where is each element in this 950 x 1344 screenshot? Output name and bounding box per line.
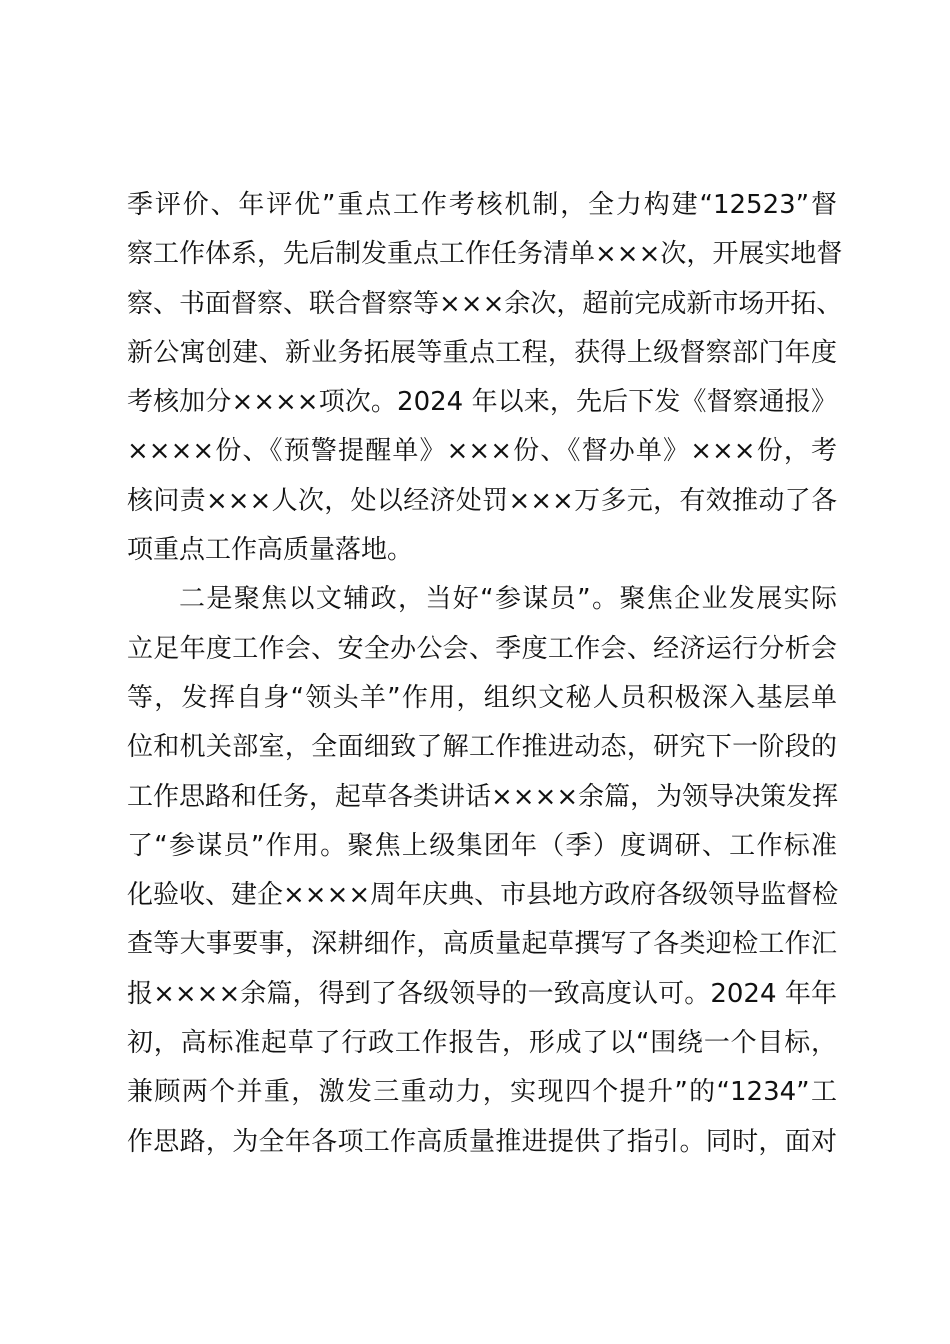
text-line: 察工作体系，先后制发重点工作任务清单×××次，开展实地督 [127,239,843,270]
text-line: 察、书面督察、联合督察等×××余次，超前完成新市场开拓、 [127,288,843,319]
text-line: 核问责×××人次，处以经济处罚×××万多元，有效推动了各 [127,485,837,516]
text-line: 考核加分××××项次。2024 年以来，先后下发《督察通报》 [127,387,837,418]
text-line: 了“参谋员”作用。聚焦上级集团年（季）度调研、工作标准 [127,830,837,861]
body-text [127,181,843,1167]
text-line: 新公寓创建、新业务拓展等重点工程，获得上级督察部门年度 [127,337,837,368]
text-line: 工作思路和任务，起草各类讲话××××余篇，为领导决策发挥 [127,781,839,812]
text-line: 兼顾两个并重，激发三重动力，实现四个提升”的“1234”工 [127,1077,837,1108]
text-line: 查等大事要事，深耕细作，高质量起草撰写了各类迎检工作汇 [127,929,837,960]
text-line: 化验收、建企××××周年庆典、市县地方政府各级领导监督检 [127,880,839,911]
text-line: 季评价、年评优”重点工作考核机制，全力构建“12523”督 [127,190,837,220]
text-line: 等，发挥自身“领头羊”作用，组织文秘人员积极深入基层单 [127,682,837,713]
text-line: 初，高标准起草了行政工作报告，形成了以“围绕一个目标， [127,1028,837,1059]
text-line: 位和机关部室，全面细致了解工作推进动态，研究下一阶段的 [127,732,837,763]
paragraph-start-line: 二是聚焦以文辅政，当好“参谋员”。聚焦企业发展实际 [179,584,837,615]
text-line: 报××××余篇，得到了各级领导的一致高度认可。2024 年年 [127,978,837,1009]
text-line: 项重点工作高质量落地。 [127,535,414,566]
text-line: 立足年度工作会、安全办公会、季度工作会、经济运行分析会 [127,633,837,664]
text-line: 作思路，为全年各项工作高质量推进提供了指引。同时，面对 [127,1126,837,1157]
text-line: ××××份、《预警提醒单》×××份、《督办单》×××份，考 [127,436,837,467]
